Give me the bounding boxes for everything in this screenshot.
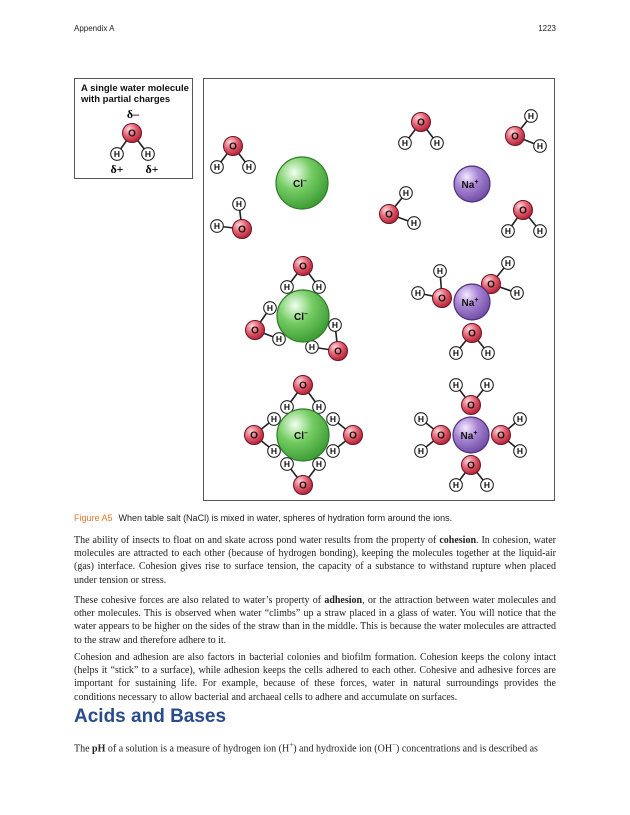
hydrogen-atom bbox=[306, 341, 319, 354]
hydrogen-atom bbox=[327, 445, 340, 458]
hydrogen-atom bbox=[329, 319, 342, 332]
svg-text:O: O bbox=[438, 293, 446, 305]
svg-text:H: H bbox=[536, 226, 544, 237]
sodium-ion bbox=[454, 166, 490, 202]
p4-text-c: ) and hydroxide ion (OH bbox=[293, 743, 393, 755]
term-adhesion: adhesion bbox=[324, 595, 363, 606]
hydrogen-atom bbox=[399, 137, 412, 150]
svg-text:H: H bbox=[483, 380, 491, 391]
oxygen-atom bbox=[246, 321, 265, 340]
oxygen-atom bbox=[123, 124, 142, 143]
svg-text:H: H bbox=[452, 348, 460, 359]
svg-text:H: H bbox=[283, 282, 291, 293]
delta-plus-right-label: δ+ bbox=[145, 162, 159, 176]
hydrogen-atom bbox=[211, 161, 224, 174]
svg-text:H: H bbox=[436, 266, 444, 277]
svg-text:H: H bbox=[315, 459, 323, 470]
hydrogen-atom bbox=[534, 140, 547, 153]
svg-text:H: H bbox=[283, 402, 291, 413]
p4-sup-minus: − bbox=[392, 741, 397, 749]
hydrogen-atom bbox=[142, 148, 155, 161]
hydrogen-atom bbox=[434, 265, 447, 278]
p1-text-end: . In cohesion, water molecules are attracted to each other (because of hydrogen bonding), keeping the molecules together at the liquid-air (gas) interface. Cohesion gives rise to surface tension, the capacity of a substance to withstand rupture when placed under tension or stress. bbox=[74, 535, 556, 586]
svg-text:H: H bbox=[401, 138, 409, 149]
svg-text:Na+: Na+ bbox=[460, 430, 478, 442]
svg-text:O: O bbox=[519, 205, 527, 217]
svg-text:H: H bbox=[504, 258, 512, 269]
oxygen-atom bbox=[463, 324, 482, 343]
oxygen-atom bbox=[233, 220, 252, 239]
hydrogen-atom bbox=[281, 281, 294, 294]
chloride-ion-hydrated bbox=[277, 409, 329, 461]
caption-text: When table salt (NaCl) is mixed in water, spheres of hydration form around the ions. bbox=[118, 513, 453, 523]
svg-text:H: H bbox=[329, 414, 337, 425]
svg-text:H: H bbox=[452, 480, 460, 491]
oxygen-atom bbox=[245, 426, 264, 445]
hydrogen-atom bbox=[273, 333, 286, 346]
hydrogen-atom bbox=[450, 479, 463, 492]
svg-text:H: H bbox=[417, 414, 425, 425]
hydrogen-atom bbox=[415, 413, 428, 426]
oxygen-atom bbox=[506, 127, 525, 146]
p4-text-d: ) concentrations and is described as bbox=[396, 743, 538, 755]
svg-text:H: H bbox=[410, 218, 418, 229]
svg-text:O: O bbox=[229, 141, 237, 153]
svg-text:O: O bbox=[238, 224, 246, 236]
p2-text-end: , or the attraction between water molecules and other molecules. This is observed when water “climbs” up a straw placed in a glass of water. You will notice that the water appears to be higher on the sides of the straw than in the middle. This is because the water molecules are attracted to the straw and therefore adhere to it. bbox=[74, 595, 557, 646]
hydrogen-atom bbox=[313, 458, 326, 471]
hydrogen-atom bbox=[514, 413, 527, 426]
hydrogen-atom bbox=[525, 110, 538, 123]
svg-text:H: H bbox=[331, 320, 339, 331]
svg-text:H: H bbox=[144, 149, 152, 160]
hydrogen-atom bbox=[450, 379, 463, 392]
hydrogen-atom bbox=[481, 479, 494, 492]
svg-text:Na+: Na+ bbox=[461, 297, 479, 309]
running-header-left: Appendix A bbox=[74, 24, 115, 33]
svg-text:H: H bbox=[513, 288, 521, 299]
hydrogen-atom bbox=[233, 198, 246, 211]
paragraph-cohesion bbox=[74, 534, 556, 587]
svg-text:H: H bbox=[414, 288, 422, 299]
svg-text:H: H bbox=[527, 111, 535, 122]
svg-text:H: H bbox=[308, 342, 316, 353]
oxygen-atom bbox=[294, 257, 313, 276]
svg-text:H: H bbox=[270, 414, 278, 425]
hydrogen-atom bbox=[313, 281, 326, 294]
oxygen-atom bbox=[412, 113, 431, 132]
delta-minus-label: δ– bbox=[126, 107, 140, 121]
oxygen-atom bbox=[433, 289, 452, 308]
p4-text-b: of a solution is a measure of hydrogen ion (H bbox=[105, 743, 290, 755]
svg-text:O: O bbox=[349, 430, 357, 442]
hydrogen-atom bbox=[534, 225, 547, 238]
figure-label: Figure A5 bbox=[74, 513, 113, 523]
svg-text:H: H bbox=[516, 414, 524, 425]
oxygen-atom bbox=[294, 376, 313, 395]
svg-text:H: H bbox=[266, 303, 274, 314]
svg-text:O: O bbox=[468, 328, 476, 340]
svg-text:H: H bbox=[213, 221, 221, 232]
svg-text:H: H bbox=[315, 402, 323, 413]
hydrogen-atom bbox=[450, 347, 463, 360]
svg-text:H: H bbox=[402, 188, 410, 199]
svg-text:H: H bbox=[483, 480, 491, 491]
oxygen-atom bbox=[492, 426, 511, 445]
hydrogen-atom bbox=[502, 257, 515, 270]
hydrogen-atom bbox=[415, 445, 428, 458]
svg-text:O: O bbox=[250, 430, 258, 442]
svg-text:H: H bbox=[433, 138, 441, 149]
hydrogen-atom bbox=[481, 379, 494, 392]
term-cohesion: cohesion bbox=[439, 535, 477, 546]
oxygen-atom bbox=[224, 137, 243, 156]
inset-title: A single water molecule with partial charges bbox=[81, 83, 189, 105]
term-ph: pH bbox=[92, 743, 106, 755]
hydrogen-atom bbox=[482, 347, 495, 360]
svg-text:H: H bbox=[536, 141, 544, 152]
hydrogen-atom bbox=[412, 287, 425, 300]
svg-text:Cl–: Cl– bbox=[293, 178, 307, 190]
delta-plus-left-label: δ+ bbox=[110, 162, 124, 176]
hydrogen-atom bbox=[264, 302, 277, 315]
svg-text:O: O bbox=[511, 131, 519, 143]
svg-text:H: H bbox=[245, 162, 253, 173]
svg-text:H: H bbox=[270, 446, 278, 457]
svg-text:O: O bbox=[334, 346, 342, 358]
hydrogen-atom bbox=[502, 225, 515, 238]
svg-text:H: H bbox=[417, 446, 425, 457]
hydrogen-atom bbox=[268, 413, 281, 426]
oxygen-atom bbox=[462, 396, 481, 415]
oxygen-atom bbox=[294, 476, 313, 495]
svg-text:H: H bbox=[484, 348, 492, 359]
sodium-ion-hydrated bbox=[453, 417, 489, 453]
svg-text:Cl–: Cl– bbox=[294, 430, 308, 442]
hydrogen-atom bbox=[400, 187, 413, 200]
oxygen-atom bbox=[514, 201, 533, 220]
sodium-ion-hydrated-partial bbox=[454, 284, 490, 320]
svg-text:O: O bbox=[299, 261, 307, 273]
hydrogen-atom bbox=[408, 217, 421, 230]
svg-text:H: H bbox=[213, 162, 221, 173]
svg-text:Na+: Na+ bbox=[461, 179, 479, 191]
hydrogen-atom bbox=[514, 445, 527, 458]
svg-text:O: O bbox=[487, 279, 495, 291]
oxygen-atom bbox=[462, 456, 481, 475]
oxygen-atom bbox=[432, 426, 451, 445]
svg-text:O: O bbox=[299, 380, 307, 392]
oxygen-atom bbox=[380, 205, 399, 224]
svg-text:O: O bbox=[128, 128, 136, 140]
hydrogen-atom bbox=[281, 458, 294, 471]
hydrogen-atom bbox=[243, 161, 256, 174]
hydrogen-atom bbox=[431, 137, 444, 150]
oxygen-atom bbox=[329, 342, 348, 361]
svg-text:O: O bbox=[299, 480, 307, 492]
hydrogen-atom bbox=[211, 220, 224, 233]
svg-text:H: H bbox=[235, 199, 243, 210]
section-heading: Acids and Bases bbox=[74, 706, 227, 727]
paragraph-ph bbox=[74, 739, 556, 756]
chloride-ion-hydrated-partial bbox=[275, 290, 329, 345]
svg-text:O: O bbox=[497, 430, 505, 442]
svg-text:O: O bbox=[251, 325, 259, 337]
oxygen-atom bbox=[344, 426, 363, 445]
hydrogen-atom bbox=[327, 413, 340, 426]
svg-text:H: H bbox=[329, 446, 337, 457]
svg-text:H: H bbox=[452, 380, 460, 391]
svg-text:H: H bbox=[516, 446, 524, 457]
hydrogen-atom bbox=[111, 148, 124, 161]
svg-text:H: H bbox=[113, 149, 121, 160]
figure-caption bbox=[74, 513, 564, 523]
hydrogen-atom bbox=[268, 445, 281, 458]
chloride-ion bbox=[276, 157, 328, 209]
page-number: 1223 bbox=[538, 24, 556, 33]
p4-sup-plus: + bbox=[289, 741, 294, 749]
paragraph-biofilm: Cohesion and adhesion are also factors in bacterial colonies and biofilm formation. Cohesion keeps the colony intact (helps it “stick” to a surface), while adhesion keeps the cells adhered to each other. Cohesive and adhesive forces are important for sustaining life. For example, because of these forces, water in natural surroundings provides the conditions necessary to allow bacterial and archaeal cells to adhere and accumulate on surfaces. bbox=[74, 652, 556, 703]
p4-text-a: The bbox=[74, 743, 93, 755]
svg-text:O: O bbox=[417, 117, 425, 129]
svg-text:H: H bbox=[315, 282, 323, 293]
svg-text:O: O bbox=[467, 400, 475, 412]
p1-text-start: The ability of insects to float on and skate across pond water results from the property of bbox=[74, 535, 440, 546]
svg-text:O: O bbox=[437, 430, 445, 442]
svg-text:H: H bbox=[275, 334, 283, 345]
svg-text:H: H bbox=[283, 459, 291, 470]
svg-text:Cl–: Cl– bbox=[294, 311, 308, 323]
p2-text-start: These cohesive forces are also related to water’s property of bbox=[74, 595, 325, 606]
svg-text:H: H bbox=[504, 226, 512, 237]
svg-text:O: O bbox=[467, 460, 475, 472]
svg-text:O: O bbox=[385, 209, 393, 221]
paragraph-adhesion bbox=[74, 594, 556, 647]
hydrogen-atom bbox=[511, 287, 524, 300]
